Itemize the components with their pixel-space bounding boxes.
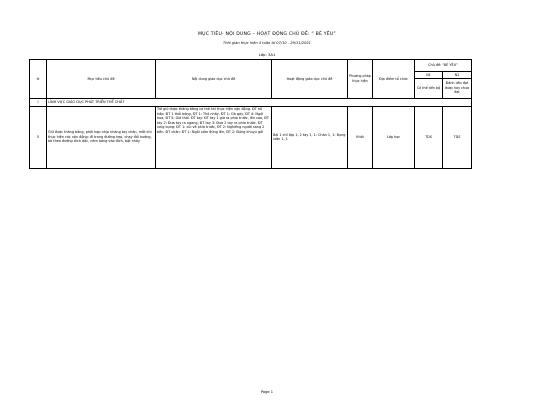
page-number: Page 1 [260, 390, 274, 394]
page-subtitle: Thời gian thực hiện 4 tuần từ 07/10 - 29/11/2021 [223, 41, 311, 45]
page-title: MỤC TIÊU- NỘI DUNG – HOẠT ĐỘNG CHỦ ĐỀ: “ BÉ YÊU” [198, 32, 336, 37]
row-activity: Bài 1 chỉ tập 1, 2 tay 1, 1: Chân 1, 1: Bụng lườn 1, 1 [272, 106, 348, 168]
header-content: Nội dung giáo dục chủ đề [156, 60, 272, 99]
header-eval-n1: Có thể tiến bộ [415, 78, 443, 98]
header-topic: Chủ đề: “BÉ YÊU” [415, 60, 472, 72]
row-content: Trẻ giữ được thăng bằng cơ thể khi thực hiện vận động. ĐT hô hấp: ĐT 1 thổi bóng, ĐT 1: Thỏ nhảy, ĐT 1: Gà gáy, ĐT 4: Ngửi hoa, ĐT 5: Gió thổi. ĐT tay: ĐT tay 1 giơ ra phía trước, lên cao, ĐT tay 2: Đưa tay ra ngang, ĐT tay 3: Đưa 2 tay ra phía trước. ĐT lưng bụng: ĐT 1: cúi về phía trước, ĐT 2: Nghiêng người sang 2 bên. ĐT chân: ĐT 1: Ngồi xổm đứng lên, ĐT 2: Đứng khuỵu gối [156, 106, 272, 168]
row-n1: TDS [415, 106, 443, 168]
row-location: Lớp học [373, 106, 415, 168]
header-row [30, 60, 472, 72]
header-method: Phương pháp thực hiện [348, 60, 373, 99]
section-number: I [30, 98, 47, 106]
header-eval-n2: Đánh dấu đạt được hay chưa đạt [443, 78, 472, 98]
row-goal: Giữ được thăng bằng, phối hợp nhịp nhàng tay chân, mắt khi thực hiện các vận động: đi trong đường hẹp, chạy đổi hướng, bò theo đường dích dắc, ném bóng vào đích, bật nhảy [47, 106, 156, 168]
header-location: Địa điểm tổ chức [373, 60, 415, 99]
header-activities: Hoạt động giáo dục chủ đề [272, 60, 348, 99]
table-row [30, 106, 472, 168]
header-goals: Mục tiêu chủ đề [47, 60, 156, 99]
class-label: Lớp: 3A1 [258, 52, 276, 57]
curriculum-table [29, 59, 472, 169]
header-n1: N1 [415, 72, 443, 79]
row-number: 5 [30, 106, 47, 168]
section-row [30, 98, 472, 106]
row-n2: TDS [443, 106, 472, 168]
header-tt: tt [30, 60, 47, 99]
header-n2: N2 [443, 72, 472, 79]
row-method: Khởi [348, 106, 373, 168]
section-label: LĨNH VỰC GIÁO DỤC PHÁT TRIỂN THỂ CHẤT [47, 98, 472, 106]
